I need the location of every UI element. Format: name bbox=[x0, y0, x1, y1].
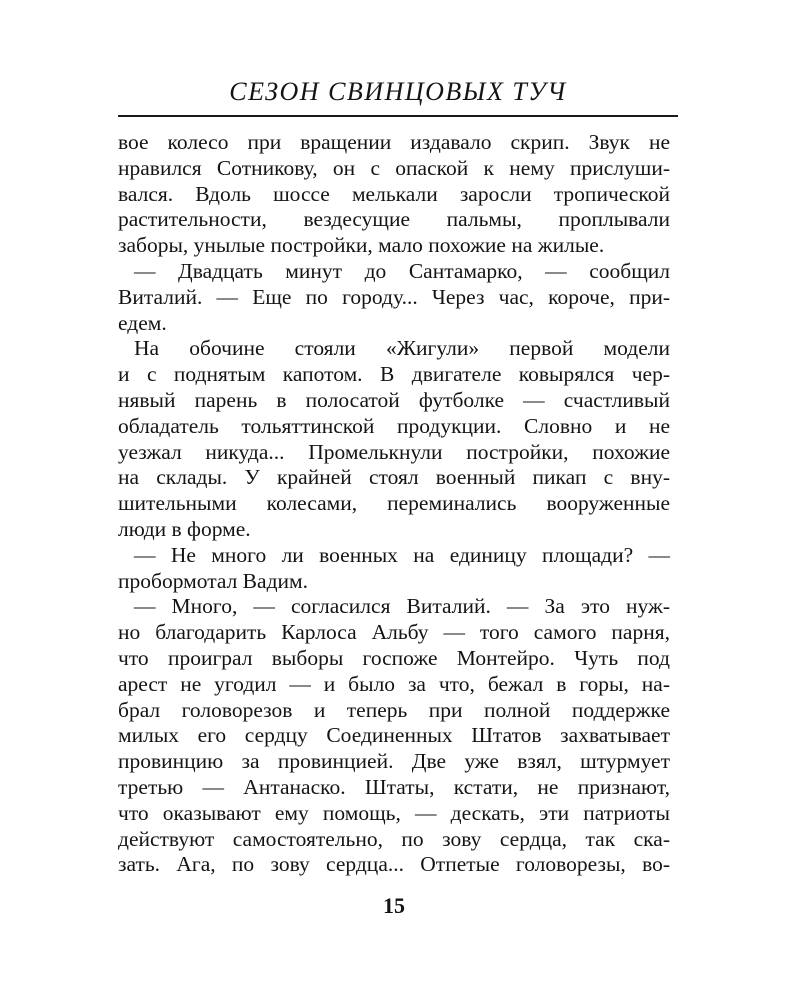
text-line: люди в форме. bbox=[118, 516, 251, 541]
text-line: едем. bbox=[118, 310, 167, 335]
text-line: зать. Ага, по зову сердца... Отпетые головорезы, во- bbox=[118, 852, 670, 877]
text-line: — Много, — согласился Виталий. — За это нуж- bbox=[134, 594, 670, 619]
running-title: СЕЗОН СВИНЦОВЫХ ТУЧ bbox=[229, 77, 567, 106]
text-line: вое колесо при вращении издавало скрип. Звук не bbox=[118, 130, 670, 154]
text-line: уезжал никуда... Промелькнули постройки, похожие bbox=[118, 439, 670, 464]
header-rule bbox=[118, 115, 678, 117]
text-line: шительными колесами, переминались вооруженные bbox=[118, 491, 670, 516]
text-line: действуют самостоятельно, по зову сердца, так ска- bbox=[118, 826, 670, 851]
text-line: арест не угодил — и было за что, бежал в горы, на- bbox=[118, 671, 670, 696]
text-line: обладатель тольяттинской продукции. Словно и не bbox=[118, 413, 670, 438]
text-line: что оказывают ему помощь, — дескать, эти патриоты bbox=[118, 800, 670, 825]
text-line: На обочине стояли «Жигули» первой модели bbox=[134, 336, 670, 361]
text-line: третью — Антанаско. Штаты, кстати, не признают, bbox=[118, 774, 670, 799]
text-line: но благодарить Карлоса Альбу — того самого парня, bbox=[118, 620, 670, 645]
text-line: что проиграл выборы госпоже Монтейро. Чуть под bbox=[118, 645, 670, 670]
text-line: брал головорезов и теперь при полной поддержке bbox=[118, 697, 670, 722]
text-line: нравился Сотникову, он с опаской к нему прислуши- bbox=[118, 155, 670, 180]
text-line: заборы, унылые постройки, мало похожие на жилые. bbox=[118, 233, 605, 258]
text-line: растительности, вездесущие пальмы, проплывали bbox=[118, 207, 670, 232]
body-text bbox=[118, 130, 670, 878]
text-line: на склады. У крайней стоял военный пикап с вну- bbox=[118, 465, 670, 490]
text-line: и с поднятым капотом. В двигателе ковырялся чер- bbox=[118, 362, 670, 387]
text-line: милых его сердцу Соединенных Штатов захватывает bbox=[118, 723, 670, 748]
text-line: Виталий. — Еще по городу... Через час, короче, при- bbox=[118, 284, 670, 309]
text-line: вался. Вдоль шоссе мелькали заросли тропической bbox=[118, 181, 670, 206]
text-line: — Двадцать минут до Сантамарко, — сообщил bbox=[134, 258, 670, 283]
text-line: провинцию за провинцией. Две уже взял, штурмует bbox=[118, 749, 670, 774]
text-line: нявый парень в полосатой футболке — счастливый bbox=[118, 387, 670, 412]
text-line: — Не много ли военных на единицу площади? — bbox=[134, 542, 670, 567]
page-number: 15 bbox=[383, 893, 405, 918]
text-line: пробормотал Вадим. bbox=[118, 568, 308, 593]
